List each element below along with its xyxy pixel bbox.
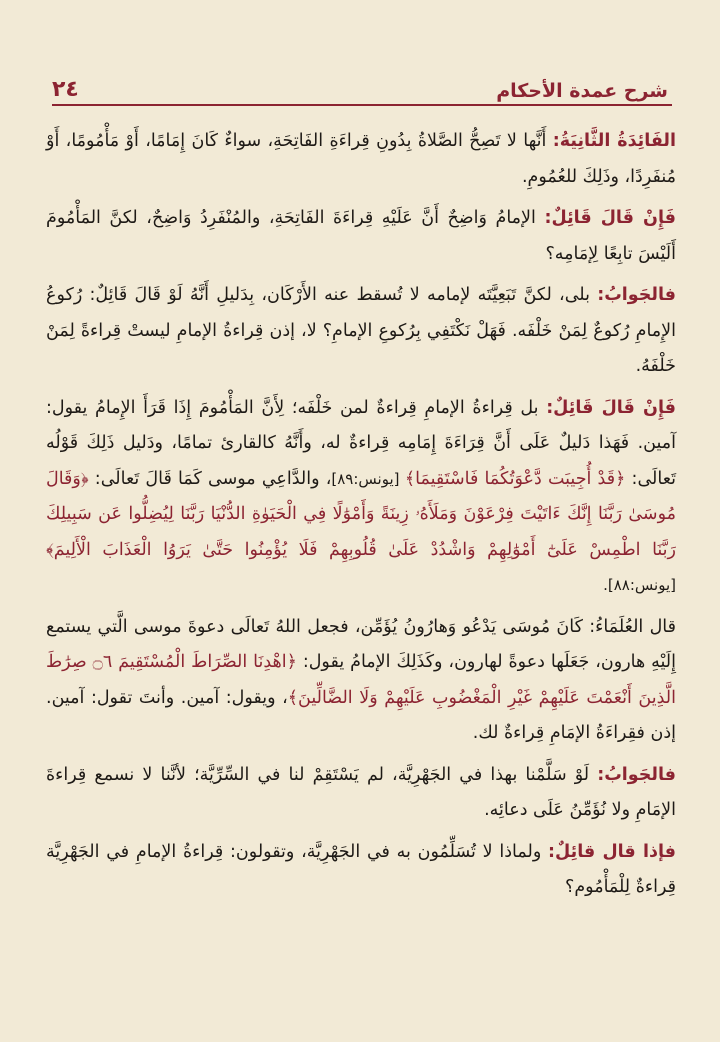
paragraph-label: فالجَوابُ: (597, 764, 676, 785)
quran-verse: ﴿قَدْ أُجِيبَت دَّعْوَتُكُمَا فَاسْتَقِيمَا﴾ (404, 468, 626, 489)
header-divider (52, 104, 672, 106)
page-body (46, 124, 676, 912)
paragraph-text: ولماذا لا تُسَلِّمُون به في الجَهْرِيَّة، وتقولون: قِراءةُ الإمامِ في الجَهْرِيَّة قِراءةٌ لِلْمَأْمُوم؟ (46, 841, 676, 897)
paragraph-text: أَنَّها لا تَصِحُّ الصَّلاةُ بِدُونِ قِراءَةِ الفَاتِحَةِ، سواءٌ كَانَ إِمَامًا، أَوْ مَأْمُومًا، أَوْ مُنفَرِدًا، وذَلِكَ للعُمُومِ. (46, 131, 676, 187)
paragraph-text: قال العُلَمَاءُ: كَانَ مُوسَى يَدْعُو وَهارُونُ يُؤَمِّن، فجعل اللهُ تَعالَى دعوةَ موسى الَّتي يستمع إِلَيْهِ هارون، جَعَلَها دعوةً لهارون، وكَذَلِكَ الإمامُ يقول: (46, 616, 677, 672)
paragraph-label: فَإِنْ قَالَ قَائِلٌ: (546, 397, 676, 418)
paragraph-objection-2 (46, 391, 676, 604)
paragraph-objection-1 (46, 201, 676, 272)
paragraph-benefit-two (46, 124, 676, 195)
paragraph-answer-2 (46, 758, 676, 829)
paragraph-text: لَوْ سَلَّمْنا بهذا في الجَهْرِيَّة، لم يَسْتَقِمْ لنا في السِّرِّيَّة؛ لأنَّنا لا نسمع قِراءةَ الإمَامِ ولا نُؤَمِّنُ عَلَى دعائِه. (46, 764, 676, 820)
verse-reference: [يونس:٨٨]. (603, 576, 676, 594)
paragraph-label: فَإِنْ قَالَ قَائِلٌ: (544, 208, 677, 228)
paragraph-text: ، ويقول: آمين. وأنتَ تقول: آمين. إذن فقِراءَةُ الإمَامِ قِراءةٌ لك. (46, 687, 676, 743)
paragraph-scholars (46, 610, 676, 752)
verse-reference: [يونس:٨٩] (331, 469, 405, 488)
paragraph-label: فالجَوابُ: (597, 285, 676, 305)
paragraph-label: فإذا قال قائِلٌ: (548, 841, 676, 862)
paragraph-text: بل قِراءةُ الإمامِ قِراءةٌ لمن خَلْفَه؛ لِأَنَّ المَأْمُومَ إِذَا قَرَأَ الإِمامُ يقول: آمين. فَهَذا دَليلٌ عَلَى أَنَّ قِرَاءَةَ إِمَامِه قِراءةٌ له، وأَنَّهُ كالقارئ تمامًا، ودَليل ذَلِكَ قَوْلُه تَعالَى: (46, 397, 677, 489)
quran-verse: ﴿وَقَالَ مُوسَىٰ رَبَّنَا إِنَّكَ ءَاتَيْتَ فِرْعَوْنَ وَمَلَأَهُۥ زِينَةً وَأَمْوَٰلًا فِي الْحَيَوٰةِ الدُّنْيَا رَبَّنَا لِيُضِلُّوا عَن سَبِيلِكَ رَبَّنَا اطْمِسْ عَلَىٰٓ أَمْوَٰلِهِمْ وَاشْدُدْ عَلَىٰ قُلُوبِهِمْ فَلَا يُؤْمِنُوا حَتَّىٰ يَرَوُا الْعَذَابَ الْأَلِيمَ﴾ (46, 468, 676, 560)
paragraph-answer-1 (46, 278, 676, 385)
paragraph-text: ، والدَّاعِي موسى كَمَا قَالَ تَعالَى: (88, 468, 332, 489)
page-header (52, 68, 668, 102)
page-number: ٢٤ (52, 77, 79, 102)
paragraph-objection-3 (46, 835, 676, 906)
paragraph-text: بلى، لكنَّ تَبَعِيَّتَه لإمامه لا تُسقط عنه الأَرْكَان، بِدَليلِ أَنَّهُ لَوْ قَالَ قَائِلٌ: رُكوعُ الإِمامِ رُكوعٌ لِمَنْ خَلْفَه. فَهَلْ نَكْتَفِي بِرُكوعِ الإمامِ؟ لا، إذن قِراءةُ الإمامِ ليستْ قِراءةً لِمَنْ خَلْفَهُ. (46, 285, 676, 376)
quran-verse: ﴿اهْدِنَا الصِّرَاطَ الْمُسْتَقِيمَ ۝٦ صِرَٰطَ الَّذِينَ أَنْعَمْتَ عَلَيْهِمْ غَيْرِ الْمَغْضُوبِ عَلَيْهِمْ وَلَا الضَّالِّينَ﴾ (46, 652, 676, 708)
book-title: شرح عمدة الأحكام (496, 80, 668, 102)
paragraph-label: الفَائِدَةُ الثَّانِيَةُ: (552, 131, 676, 151)
paragraph-text: الإمامُ وَاضِحٌ أَنَّ عَلَيْهِ قِراءَةَ الفَاتِحَةِ، والمُنْفَرِدُ وَاضِحٌ، لكنَّ المَأْمُومَ أَلَيْسَ تابِعًا لِإمَامِه؟ (46, 208, 676, 264)
